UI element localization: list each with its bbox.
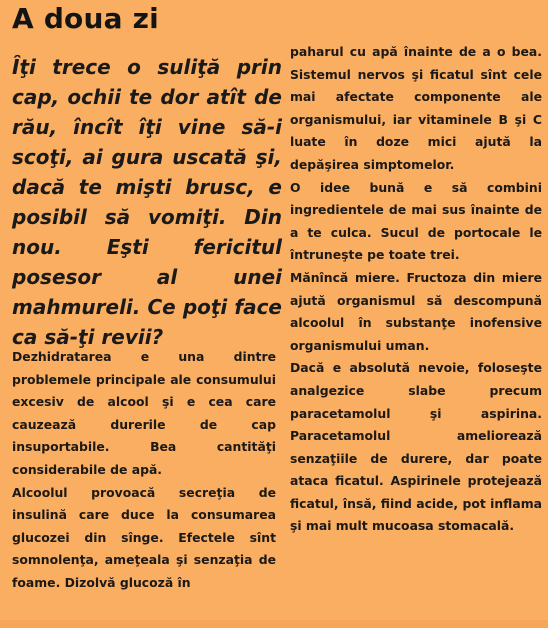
article-heading: A doua zi	[12, 2, 159, 35]
right-paragraph-3: Mănîncă miere. Fructoza din miere ajută organismul să descompună alcoolul în substanţe inofensive organismului uman.	[290, 269, 542, 353]
right-paragraph-1: paharul cu apă înainte de a o bea. Sistemul nervos şi ficatul sînt cele mai afectate componente ale organismului, iar vitaminele B şi C luate în doze mici ajută la depăşirea simptomelor.	[290, 44, 542, 172]
right-column	[290, 41, 542, 538]
right-paragraph-4: Dacă e absolută nevoie, foloseşte analgezice slabe precum paracetamolul şi aspirina. Paracetamolul ameliorează senzaţiile de durere, dar poate ataca ficatul. Aspirinele protejează ficatul, însă, fiind acide, pot inflama şi mai mult mucoasa stomacală.	[290, 360, 542, 534]
article-intro: Îţi trece o suliţă prin cap, ochii te dor atît de rău, încît îţi vine să-i scoţi, ai gura uscată şi, dacă te mişti brusc, e posibil să vomiţi. Din nou. Eşti fericitul posesor al unei mahmureli. Ce poţi face ca să-ţi revii?	[12, 55, 282, 349]
left-column	[12, 346, 276, 595]
left-paragraph-1: Dezhidratarea e una dintre problemele principale ale consumului excesiv de alcool şi e cea care cauzează durerile de cap insuportabile. Bea cantităţi considerabile de apă.	[12, 349, 276, 477]
left-paragraph-2: Alcoolul provoacă secreţia de insulină care duce la consumarea glucozei din sînge. Efectele sînt somnolenţa, ameţeala şi senzaţia de foame. Dizolvă glucoză în	[12, 484, 276, 590]
right-paragraph-2: O idee bună e să combini ingredientele de mai sus înainte de a te culca. Sucul de portocale le întruneşte pe toate trei.	[290, 179, 542, 263]
bottom-band	[0, 620, 548, 628]
